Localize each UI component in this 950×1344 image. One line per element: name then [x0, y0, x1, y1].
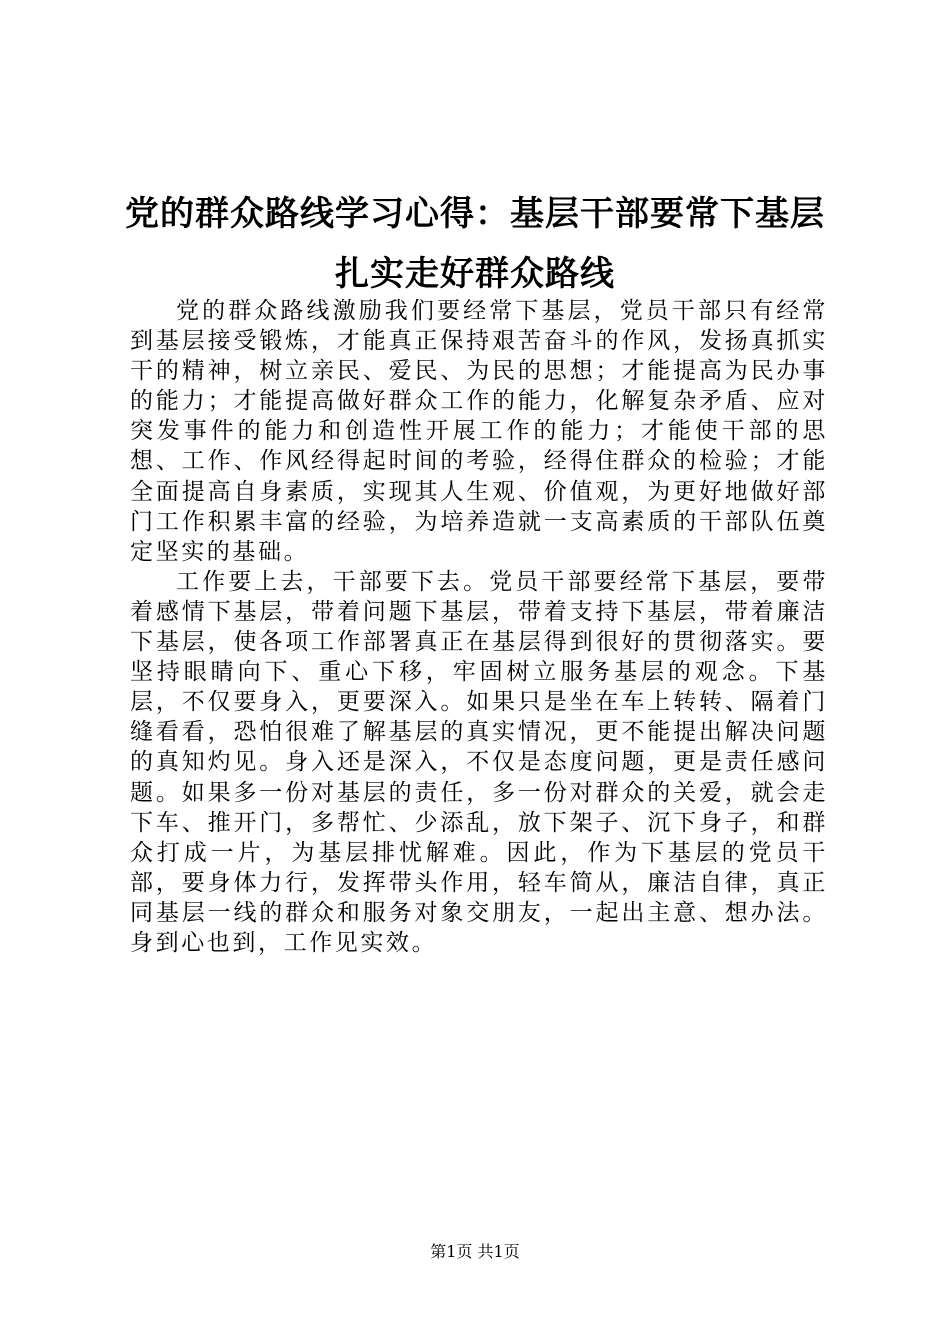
title-line-2: 扎实走好群众路线 [335, 254, 615, 294]
paragraph-1: 党的群众路线激励我们要经常下基层，党员干部只有经常到基层接受锻炼，才能真正保持艰苦奋斗的作风，发扬真抓实干的精神，树立亲民、爱民、为民的思想；才能提高为民办事的能力；才能提高做好群众工作的能力，化解复杂矛盾、应对突发事件的能力和创造性开展工作的能力；才能使干部的思想、工作、作风经得起时间的考验，经得住群众的检验；才能全面提高自身素质，实现其人生观、价值观，为更好地做好部门工作积累丰富的经验，为培养造就一支高素质的干部队伍奠定坚实的基础。 [130, 298, 828, 565]
document-title [100, 184, 850, 304]
paragraph-2: 工作要上去，干部要下去。党员干部要经常下基层，要带着感情下基层，带着问题下基层，带着支持下基层，带着廉洁下基层，使各项工作部署真正在基层得到很好的贯彻落实。要坚持眼睛向下、重心下移，牢固树立服务基层的观念。下基层，不仅要身入，更要深入。如果只是坐在车上转转、隔着门缝看看，恐怕很难了解基层的真实情况，更不能提出解决问题的真知灼见。身入还是深入，不仅是态度问题，更是责任感问题。如果多一份对基层的责任，多一份对群众的关爱，就会走下车、推开门，多帮忙、少添乱，放下架子、沉下身子，和群众打成一片，为基层排忧解难。因此，作为下基层的党员干部，要身体力行，发挥带头作用，轻车简从，廉洁自律，真正同基层一线的群众和服务对象交朋友，一起出主意、想办法。身到心也到，工作见实效。 [130, 568, 828, 956]
page-footer [0, 1240, 950, 1264]
document-body [130, 296, 828, 958]
title-line-1: 党的群众路线学习心得：基层干部要常下基层 [125, 194, 825, 234]
page-indicator: 第1页 共1页 [430, 1242, 520, 1261]
